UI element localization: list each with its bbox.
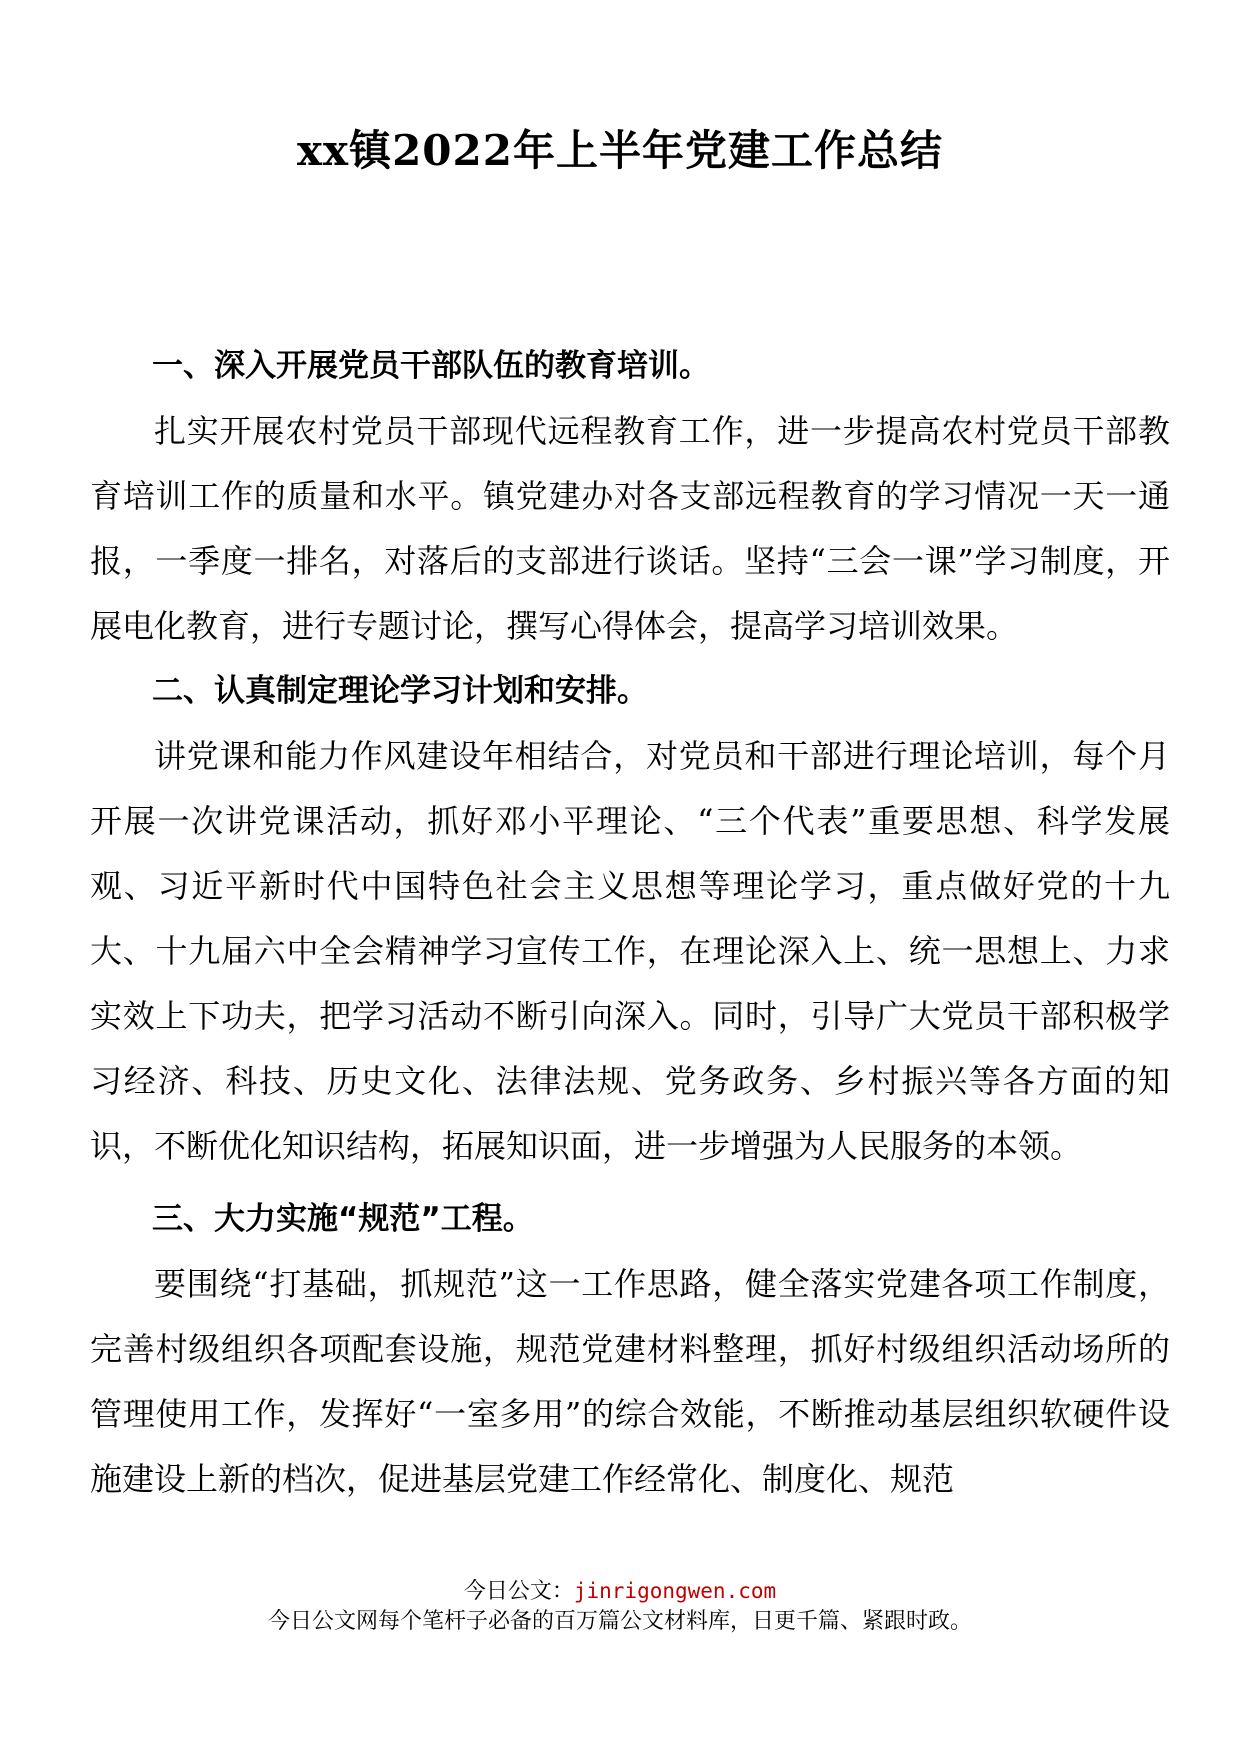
section-heading-1: 一、深入开展党员干部队伍的教育培训。 bbox=[152, 348, 710, 384]
section-paragraph-1: 扎实开展农村党员干部现代远程教育工作，进一步提高农村党员干部教育培训工作的质量和水平。镇党建办对各支部远程教育的学习情况一天一通报，一季度一排名，对落后的支部进行谈话。坚持“三会一课”学习制度，开展电化教育，进行专题讨论，撰写心得体会，提高学习培训效果。 bbox=[90, 412, 1170, 645]
document-body bbox=[90, 334, 1170, 1512]
document-title: xx镇2022年上半年党建工作总结 bbox=[297, 126, 943, 175]
section-heading-2: 二、认真制定理论学习计划和安排。 bbox=[152, 673, 648, 709]
footer-slogan: 今日公文网每个笔杆子必备的百万篇公文材料库，日更千篇、紧跟时政。 bbox=[267, 1609, 972, 1634]
footer-url-link[interactable]: jinrigongwen.com bbox=[573, 1579, 777, 1603]
footer-source-line bbox=[0, 1576, 1240, 1607]
section-paragraph-2: 讲党课和能力作风建设年相结合，对党员和干部进行理论培训，每个月开展一次讲党课活动，抓好邓小平理论、“三个代表”重要思想、科学发展观、习近平新时代中国特色社会主义思想等理论学习，重点做好党的十九大、十九届六中全会精神学习宣传工作，在理论深入上、统一思想上、力求实效上下功夫，把学习活动不断引向深入。同时，引导广大党员干部积极学习经济、科技、历史文化、法律法规、党务政务、乡村振兴等各方面的知识，不断优化知识结构，拓展知识面，进一步增强为人民服务的本领。 bbox=[90, 737, 1170, 1165]
footer-source-label: 今日公文： bbox=[463, 1579, 574, 1604]
section-heading-3: 三、大力实施“规范”工程。 bbox=[152, 1201, 534, 1237]
section-paragraph-3: 要围绕“打基础，抓规范”这一工作思路，健全落实党建各项工作制度，完善村级组织各项配套设施，规范党建材料整理，抓好村级组织活动场所的管理使用工作，发挥好“一室多用”的综合效能，不断推动基层组织软硬件设施建设上新的档次，促进基层党建工作经常化、制度化、规范 bbox=[90, 1265, 1170, 1498]
footer bbox=[0, 1576, 1240, 1637]
